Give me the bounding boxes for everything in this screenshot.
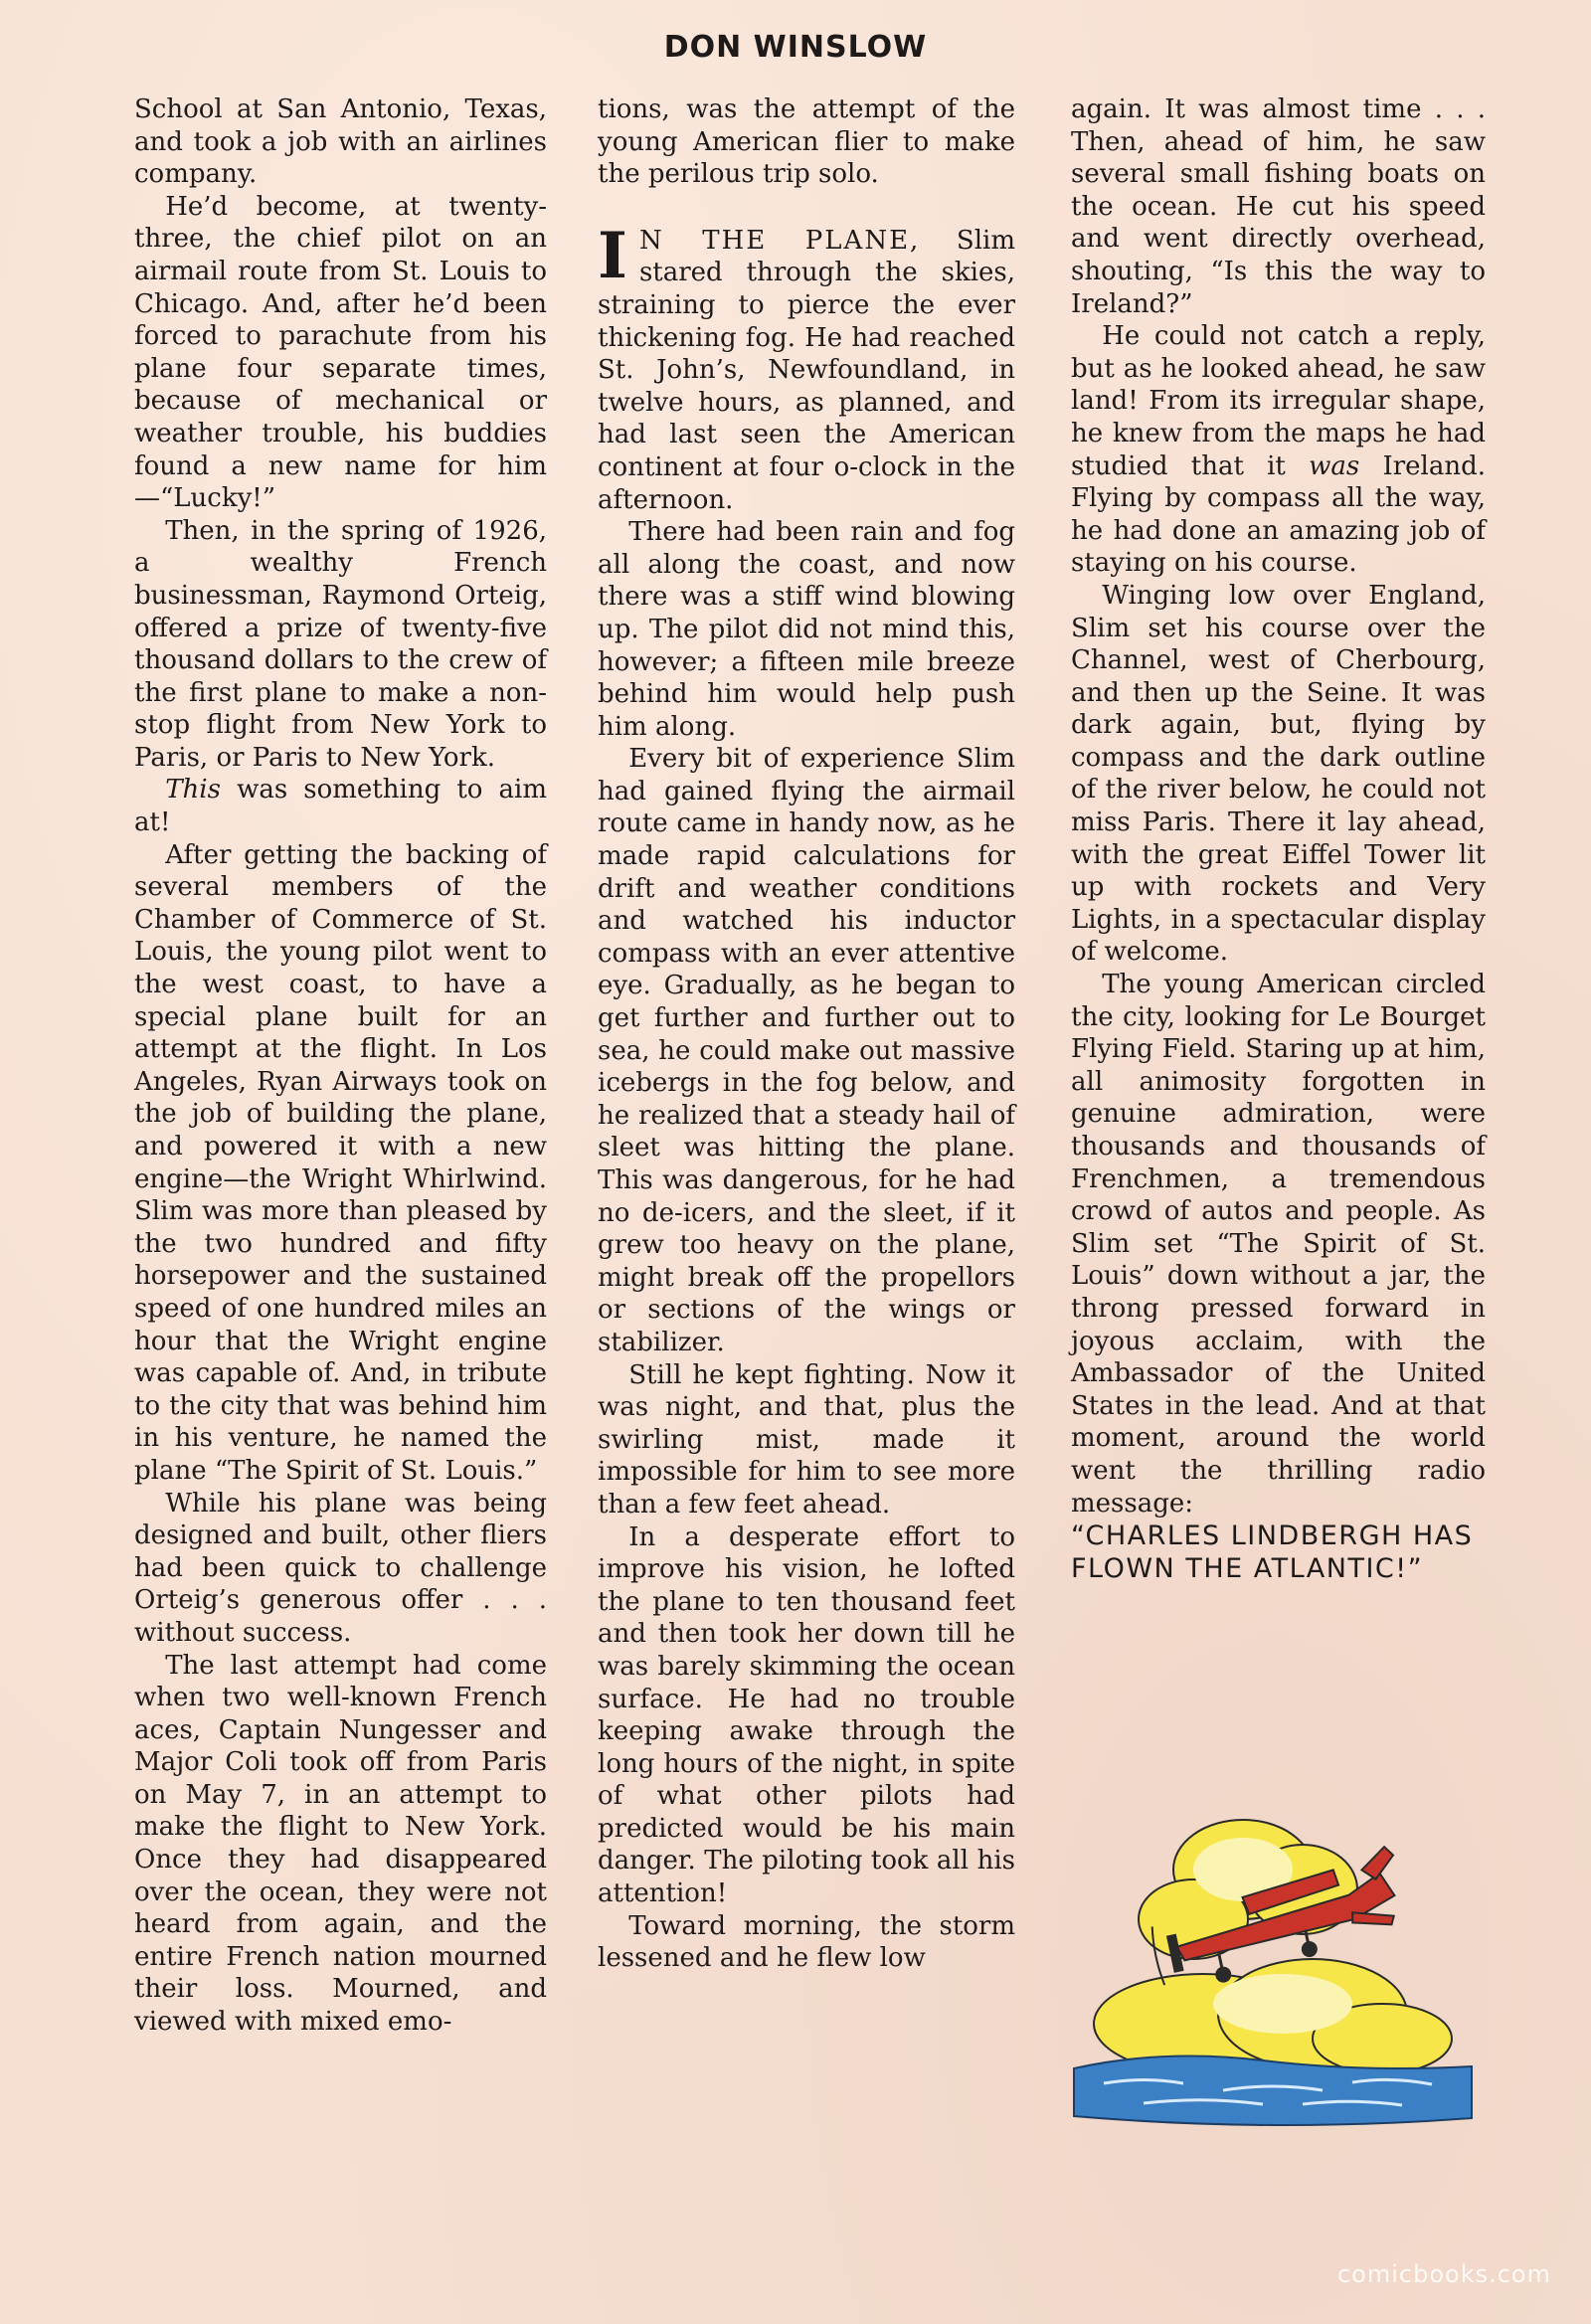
paragraph: Then, in the spring of 1926, a wealthy French businessman, Raymond Orteig, offered a prize of twenty-five thousand dollars to the crew of the first plane to make a non-stop flight from New York to Paris, or Paris to New York.	[134, 515, 547, 773]
paragraph-text: He could not catch a reply, but as he looked ahead, he saw land! From its irregular shape, he knew from the maps he had studied that it	[1071, 321, 1486, 481]
text-column-3	[1071, 93, 1486, 1585]
paragraph: The young American circled the city, looking for Le Bourget Flying Field. Staring up at him, all animosity forgotten in genuine admiration, were thousands and thousands of Frenchmen, a tremendous crowd of autos and people. As Slim set “The Spirit of St. Louis” down without a jar, the throng pressed forward in joyous acclaim, with the Ambassador of the United States in the lead. And at that moment, around the world went the thrilling radio message:	[1071, 970, 1486, 1519]
emphasis-text: This	[165, 775, 221, 805]
paragraph: Toward morning, the storm lessened and he flew low	[598, 1910, 1015, 1974]
lead-in-text: N THE PLANE,	[638, 225, 921, 256]
watermark: comicbooks.com	[1336, 2260, 1551, 2288]
section-opening-paragraph	[598, 218, 1015, 516]
cloud-shape	[1094, 1820, 1452, 2073]
paragraph: Every bit of experience Slim had gained flying the airmail route came in handy now, as he made rapid calculations for drift and weather conditions and watched his inductor compass with an ever attentive eye. Gradually, as he began to get further and further out to sea, he could make out massive icebergs in the fog below, and he realized that a steady hail of sleet was hitting the plane. This was dangerous, for he had no de-icers, and the sleet, if it grew too heavy on the plane, might break off the propellors or sections of the wings or stabilizer.	[598, 744, 1015, 1357]
paragraph: Still he kept fighting. Now it was night, and that, plus the swirling mist, made it impossible for him to see more than a few feet ahead.	[598, 1359, 1015, 1520]
paragraph-text: Ireland. Flying by compass all the way, he had done an amazing job of staying on his course.	[1071, 450, 1486, 579]
drop-cap: I	[598, 218, 627, 293]
paragraph: The last attempt had come when two well-known French aces, Captain Nungesser and Major Coli took off from Paris on May 7, in an attempt to make the flight to New York. Once they had disappeared over the ocean, they were not heard from again, and the entire French nation mourned their loss. Mourned, and viewed with mixed emo-	[134, 1650, 547, 2038]
paragraph: again. It was almost time . . . Then, ahead of him, he saw several small fishing boats on the ocean. He cut his speed and went directly overhead, shouting, “Is this the way to Ireland?”	[1071, 94, 1486, 319]
paragraph: School at San Antonio, Texas, and took a job with an airlines company.	[134, 94, 547, 190]
paragraph: After getting the backing of several members of the Chamber of Commerce of St. Louis, the young pilot went to the west coast, to have a special plane built for an attempt at the flight. In Los Angeles, Ryan Airways took on the job of building the plane, and powered it with a new engine—the Wright Whirlwind. Slim was more than pleased by the two hundred and fifty horsepower and the sustained speed of one hundred miles an hour that the Wright engine was capable of. And, in tribute to the city that was behind him in his venture, he named the plane “The Spirit of St. Louis.”	[134, 839, 547, 1486]
paragraph: While his plane was being designed and built, other fliers had been quick to challenge Orteig’s generous offer . . . without success.	[134, 1488, 547, 1648]
text-column-1	[134, 93, 547, 2039]
closing-headline: “CHARLES LINDBERGH HAS FLOWN THE ATLANTIC!”	[1071, 1520, 1474, 1585]
section-gap	[598, 191, 1015, 225]
paragraph: There had been rain and fog all along the coast, and now there was a stiff wind blowing up. The pilot did not mind this, however; a fifteen mile breeze behind him would help push him along.	[598, 517, 1015, 742]
paragraph: Winging low over England, Slim set his course over the Channel, west of Cherbourg, and then up the Seine. It was dark again, but, flying by compass and the dark outline of the river below, he could not miss Paris. There it lay ahead, with the great Eiffel Tower lit up with rockets and Very Lights, in a spectacular display of welcome.	[1071, 580, 1486, 968]
paragraph-text: Slim stared through the skies, straining to pierce the ever thickening fog. He had reached St. John’s, Newfoundland, in twelve hours, as planned, and had last seen the American continent at four o-clock in the afternoon.	[598, 225, 1015, 515]
airplane-over-clouds-and-ocean-icon	[1054, 1800, 1492, 2128]
paragraph: tions, was the attempt of the young American flier to make the perilous trip solo.	[598, 94, 1015, 190]
paragraph	[134, 774, 547, 838]
text-column-2	[598, 93, 1015, 1975]
emphasis-text: was	[1309, 450, 1360, 481]
paragraph: He’d become, at twenty-three, the chief pilot on an airmail route from St. Louis to Chicago. And, after he’d been forced to parachute from his plane four separate times, because of mechanical or weather trouble, his buddies found a new name for him—“Lucky!”	[134, 191, 547, 514]
page-header: DON WINSLOW	[663, 30, 928, 65]
paragraph-text: was something to aim at!	[134, 775, 548, 838]
paragraph: In a desperate effort to improve his vision, he lofted the plane to ten thousand feet and then took her down till he was barely skimming the ocean surface. He had no trouble keeping awake through the long hours of the night, in spite of what other pilots had predicted would be his main danger. The piloting took all his attention!	[598, 1521, 1015, 1909]
paragraph	[1071, 320, 1486, 580]
